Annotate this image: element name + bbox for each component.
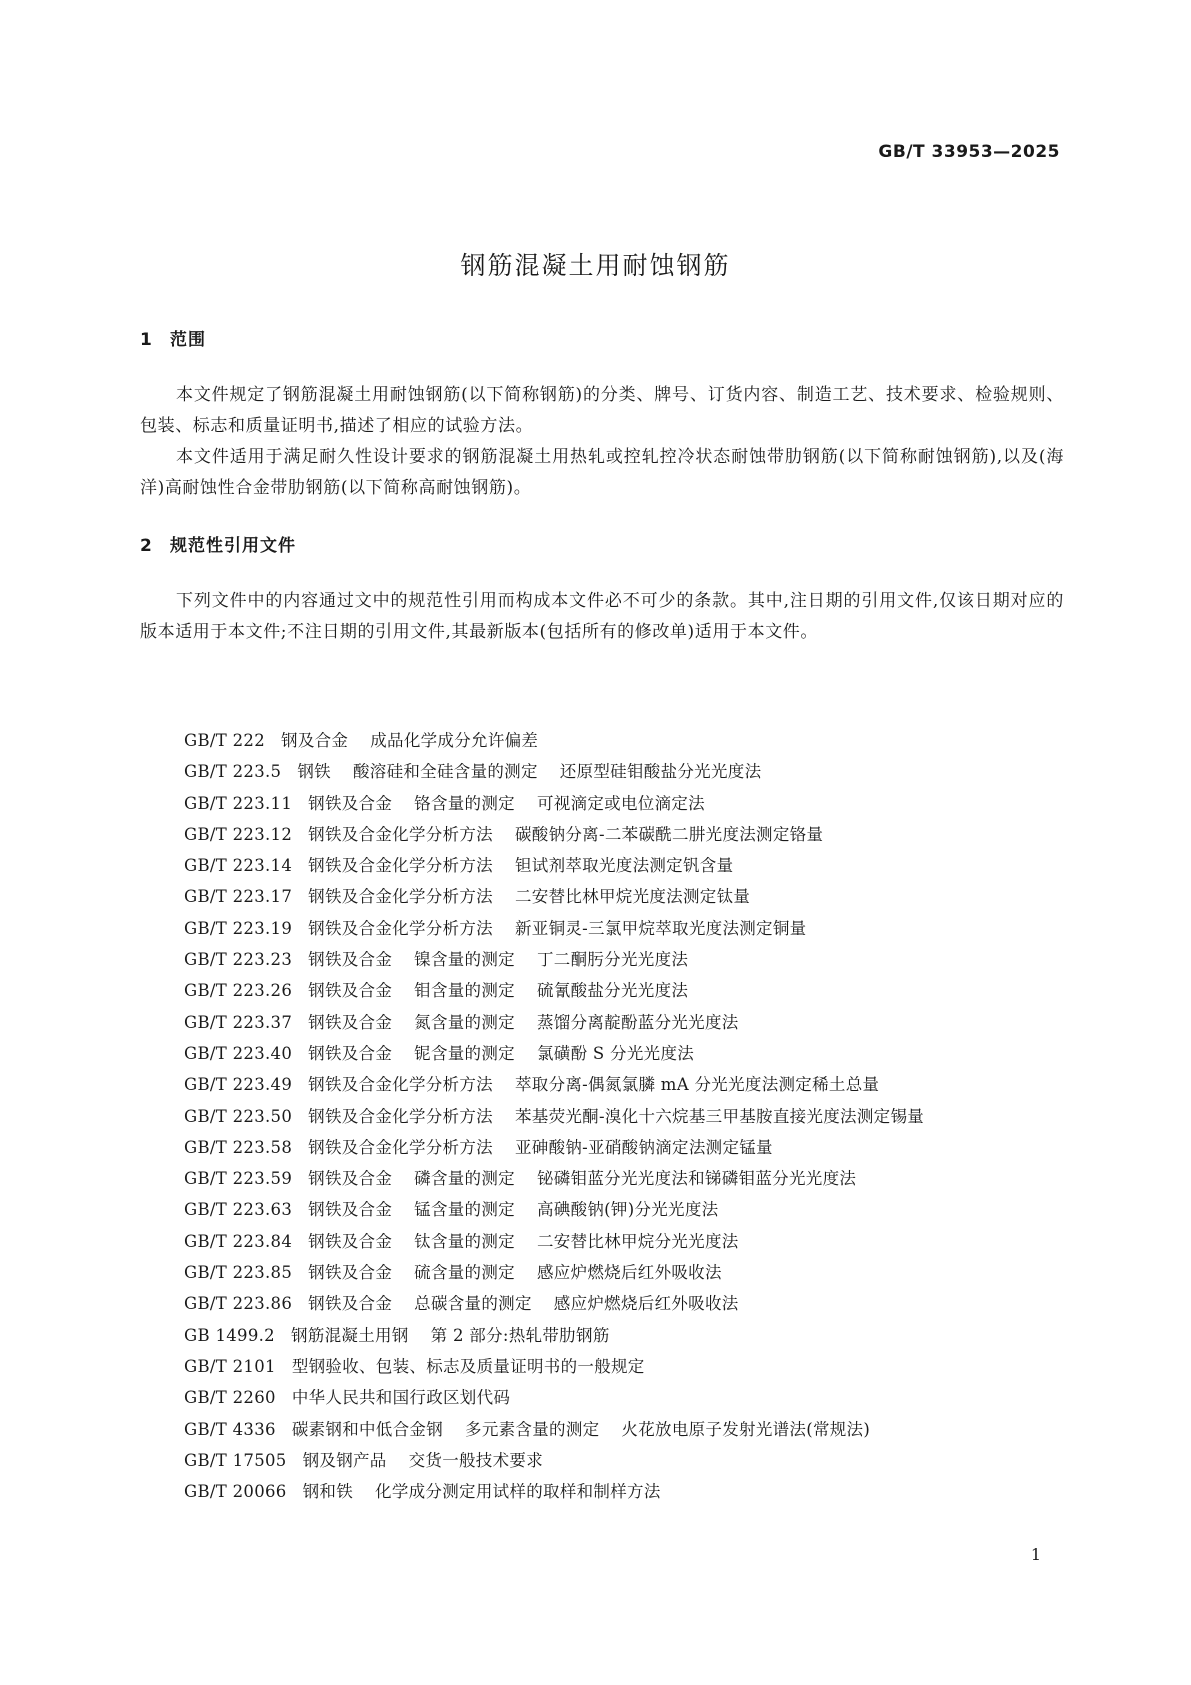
reference-title-part: 二安替比林甲烷光度法测定钛量 <box>514 887 751 907</box>
reference-title-part: 高碘酸钠(钾)分光光度法 <box>536 1200 719 1220</box>
reference-code: GB/T 223.84 <box>184 1231 293 1251</box>
reference-title-part: 钢及合金 <box>281 731 349 750</box>
reference-title-part: 二安替比林甲烷分光光度法 <box>536 1231 739 1251</box>
reference-item <box>184 1257 1064 1288</box>
reference-code: GB/T 223.19 <box>184 918 293 938</box>
reference-title-part: 中华人民共和国行政区划代码 <box>291 1388 511 1408</box>
reference-item <box>184 1101 1064 1132</box>
reference-title-part: 钢铁及合金 <box>308 981 393 1001</box>
reference-title-part: 铬含量的测定 <box>414 793 515 813</box>
reference-code: GB 1499.2 <box>184 1325 275 1345</box>
reference-title-part: 碳酸钠分离-二苯碳酰二肼光度法测定铬量 <box>514 824 824 844</box>
reference-title-part: 钼含量的测定 <box>414 981 515 1001</box>
section-2-heading <box>140 531 296 556</box>
reference-item <box>184 1132 1064 1163</box>
reference-code: GB/T 223.14 <box>184 856 293 876</box>
reference-item <box>184 944 1064 975</box>
reference-title-part: 新亚铜灵-三氯甲烷萃取光度法测定铜量 <box>514 918 807 938</box>
reference-code: GB/T 223.40 <box>184 1043 293 1063</box>
reference-title-part: 硫含量的测定 <box>414 1263 515 1283</box>
reference-title-part: 可视滴定或电位滴定法 <box>536 793 705 813</box>
section-1-title: 范围 <box>170 330 206 350</box>
reference-item <box>184 725 1064 756</box>
reference-title-part: 钢铁及合金 <box>308 793 393 813</box>
reference-code: GB/T 223.59 <box>184 1169 293 1189</box>
reference-title-part: 酸溶硅和全硅含量的测定 <box>352 762 538 782</box>
reference-title-part: 碳素钢和中低合金钢 <box>291 1419 444 1439</box>
reference-title-part: 锰含量的测定 <box>414 1200 515 1220</box>
reference-code: GB/T 223.23 <box>184 950 293 970</box>
reference-title-part: 钢铁及合金 <box>308 1200 393 1220</box>
reference-title-part: 多元素含量的测定 <box>465 1419 600 1439</box>
reference-item <box>184 1038 1064 1069</box>
reference-item <box>184 1414 1064 1445</box>
reference-code: GB/T 4336 <box>184 1419 276 1439</box>
reference-title-part: 第 2 部分:热轧带肋钢筋 <box>430 1325 610 1345</box>
reference-title-part: 钽试剂萃取光度法测定钒含量 <box>514 856 734 876</box>
reference-code: GB/T 223.86 <box>184 1294 293 1314</box>
reference-title-part: 钢筋混凝土用钢 <box>291 1325 409 1345</box>
reference-title-part: 感应炉燃烧后红外吸收法 <box>536 1263 722 1283</box>
reference-title-part: 钢铁及合金化学分析方法 <box>308 1137 493 1157</box>
reference-title-part: 磷含量的测定 <box>414 1169 515 1189</box>
reference-item <box>184 1226 1064 1257</box>
reference-code: GB/T 223.49 <box>184 1075 293 1095</box>
section-2-number: 2 <box>140 536 153 556</box>
reference-title-part: 钢铁及合金化学分析方法 <box>308 1106 493 1126</box>
reference-title-part: 火花放电原子发射光谱法(常规法) <box>621 1419 871 1439</box>
page-number: 1 <box>1030 1545 1041 1564</box>
reference-title-part: 丁二酮肟分光光度法 <box>536 950 689 970</box>
document-title: 钢筋混凝土用耐蚀钢筋 <box>460 251 731 280</box>
reference-title-part: 钢和铁 <box>302 1482 354 1502</box>
reference-title-part: 苯基荧光酮-溴化十六烷基三甲基胺直接光度法测定锡量 <box>514 1106 925 1126</box>
reference-title-part: 钢铁及合金化学分析方法 <box>308 887 493 907</box>
reference-code: GB/T 223.26 <box>184 981 293 1001</box>
reference-code: GB/T 20066 <box>184 1482 287 1502</box>
reference-title-part: 总碳含量的测定 <box>414 1294 532 1314</box>
reference-title-part: 铋磷钼蓝分光光度法和锑磷钼蓝分光光度法 <box>536 1169 857 1189</box>
reference-item <box>184 756 1064 787</box>
reference-title-part: 铌含量的测定 <box>414 1043 515 1063</box>
reference-item <box>184 913 1064 944</box>
section-1-heading <box>140 325 206 350</box>
scope-paragraph-2: 本文件适用于满足耐久性设计要求的钢筋混凝土用热轧或控轧控冷状态耐蚀带肋钢筋(以下简称耐蚀钢筋),以及(海洋)高耐蚀性合金带肋钢筋(以下简称高耐蚀钢筋)。 <box>140 447 1064 498</box>
section-2-title: 规范性引用文件 <box>170 536 296 556</box>
standard-code: GB/T 33953—2025 <box>878 142 1060 162</box>
reference-title-part: 钢及钢产品 <box>302 1450 387 1470</box>
reference-item <box>184 1382 1064 1413</box>
reference-title-part: 钢铁及合金化学分析方法 <box>308 1075 493 1095</box>
reference-title-part: 交货一般技术要求 <box>408 1450 544 1470</box>
reference-title-part: 型钢验收、包装、标志及质量证明书的一般规定 <box>291 1356 645 1376</box>
reference-title-part: 钢铁及合金 <box>308 1043 393 1063</box>
reference-title-part: 镍含量的测定 <box>414 950 515 970</box>
reference-code: GB/T 223.12 <box>184 824 293 844</box>
reference-item <box>184 1445 1064 1476</box>
reference-title-part: 钢铁及合金化学分析方法 <box>308 824 493 844</box>
section-1-number: 1 <box>140 330 153 350</box>
reference-title-part: 钢铁及合金 <box>308 1231 393 1251</box>
reference-code: GB/T 223.50 <box>184 1106 293 1126</box>
reference-item <box>184 975 1064 1006</box>
reference-title-part: 感应炉燃烧后红外吸收法 <box>553 1294 739 1314</box>
reference-item <box>184 1194 1064 1225</box>
reference-code: GB/T 223.5 <box>184 762 282 782</box>
reference-code: GB/T 222 <box>184 731 266 750</box>
reference-code: GB/T 223.17 <box>184 887 293 907</box>
reference-code: GB/T 223.11 <box>184 793 293 813</box>
reference-item <box>184 1320 1064 1351</box>
reference-code: GB/T 2260 <box>184 1388 276 1408</box>
scope-paragraph-1: 本文件规定了钢筋混凝土用耐蚀钢筋(以下简称钢筋)的分类、牌号、订货内容、制造工艺、技术要求、检验规则、包装、标志和质量证明书,描述了相应的试验方法。 <box>140 385 1064 436</box>
reference-title-part: 钢铁及合金 <box>308 1263 393 1283</box>
reference-code: GB/T 17505 <box>184 1450 287 1470</box>
reference-title-part: 成品化学成分允许偏差 <box>370 731 539 750</box>
reference-item <box>184 881 1064 912</box>
references-intro: 下列文件中的内容通过文中的规范性引用而构成本文件必不可少的条款。其中,注日期的引用文件,仅该日期对应的版本适用于本文件;不注日期的引用文件,其最新版本(包括所有的修改单)适用于本文件。 <box>140 591 1064 642</box>
reference-item <box>184 1163 1064 1194</box>
reference-title-part: 钢铁及合金 <box>308 1294 393 1314</box>
reference-code: GB/T 2101 <box>184 1356 276 1376</box>
reference-item <box>184 1288 1064 1319</box>
reference-title-part: 还原型硅钼酸盐分光光度法 <box>559 762 762 782</box>
reference-code: GB/T 223.85 <box>184 1263 293 1283</box>
reference-item <box>184 1351 1064 1382</box>
reference-title-part: 钢铁及合金 <box>308 1169 393 1189</box>
reference-title-part: 钢铁及合金 <box>308 1012 393 1032</box>
reference-item <box>184 850 1064 881</box>
reference-item <box>184 788 1064 819</box>
reference-title-part: 亚砷酸钠-亚硝酸钠滴定法测定锰量 <box>514 1137 773 1157</box>
reference-code: GB/T 223.37 <box>184 1012 293 1032</box>
reference-item <box>184 1069 1064 1100</box>
reference-title-part: 钢铁及合金 <box>308 950 393 970</box>
reference-title-part: 氯磺酚 S 分光光度法 <box>536 1043 695 1063</box>
reference-item <box>184 1007 1064 1038</box>
reference-code: GB/T 223.58 <box>184 1137 293 1157</box>
reference-item <box>184 1476 1064 1507</box>
reference-code: GB/T 223.63 <box>184 1200 293 1220</box>
reference-title-part: 钛含量的测定 <box>414 1231 515 1251</box>
reference-title-part: 硫氰酸盐分光光度法 <box>536 981 689 1001</box>
reference-item <box>184 819 1064 850</box>
reference-title-part: 蒸馏分离靛酚蓝分光光度法 <box>536 1012 739 1032</box>
reference-title-part: 氮含量的测定 <box>414 1012 515 1032</box>
reference-title-part: 钢铁及合金化学分析方法 <box>308 918 493 938</box>
reference-title-part: 化学成分测定用试样的取样和制样方法 <box>375 1482 661 1502</box>
reference-title-part: 萃取分离-偶氮氯膦 mA 分光光度法测定稀土总量 <box>514 1075 880 1095</box>
reference-title-part: 钢铁 <box>297 762 331 782</box>
reference-title-part: 钢铁及合金化学分析方法 <box>308 856 493 876</box>
reference-list <box>140 725 1064 1507</box>
